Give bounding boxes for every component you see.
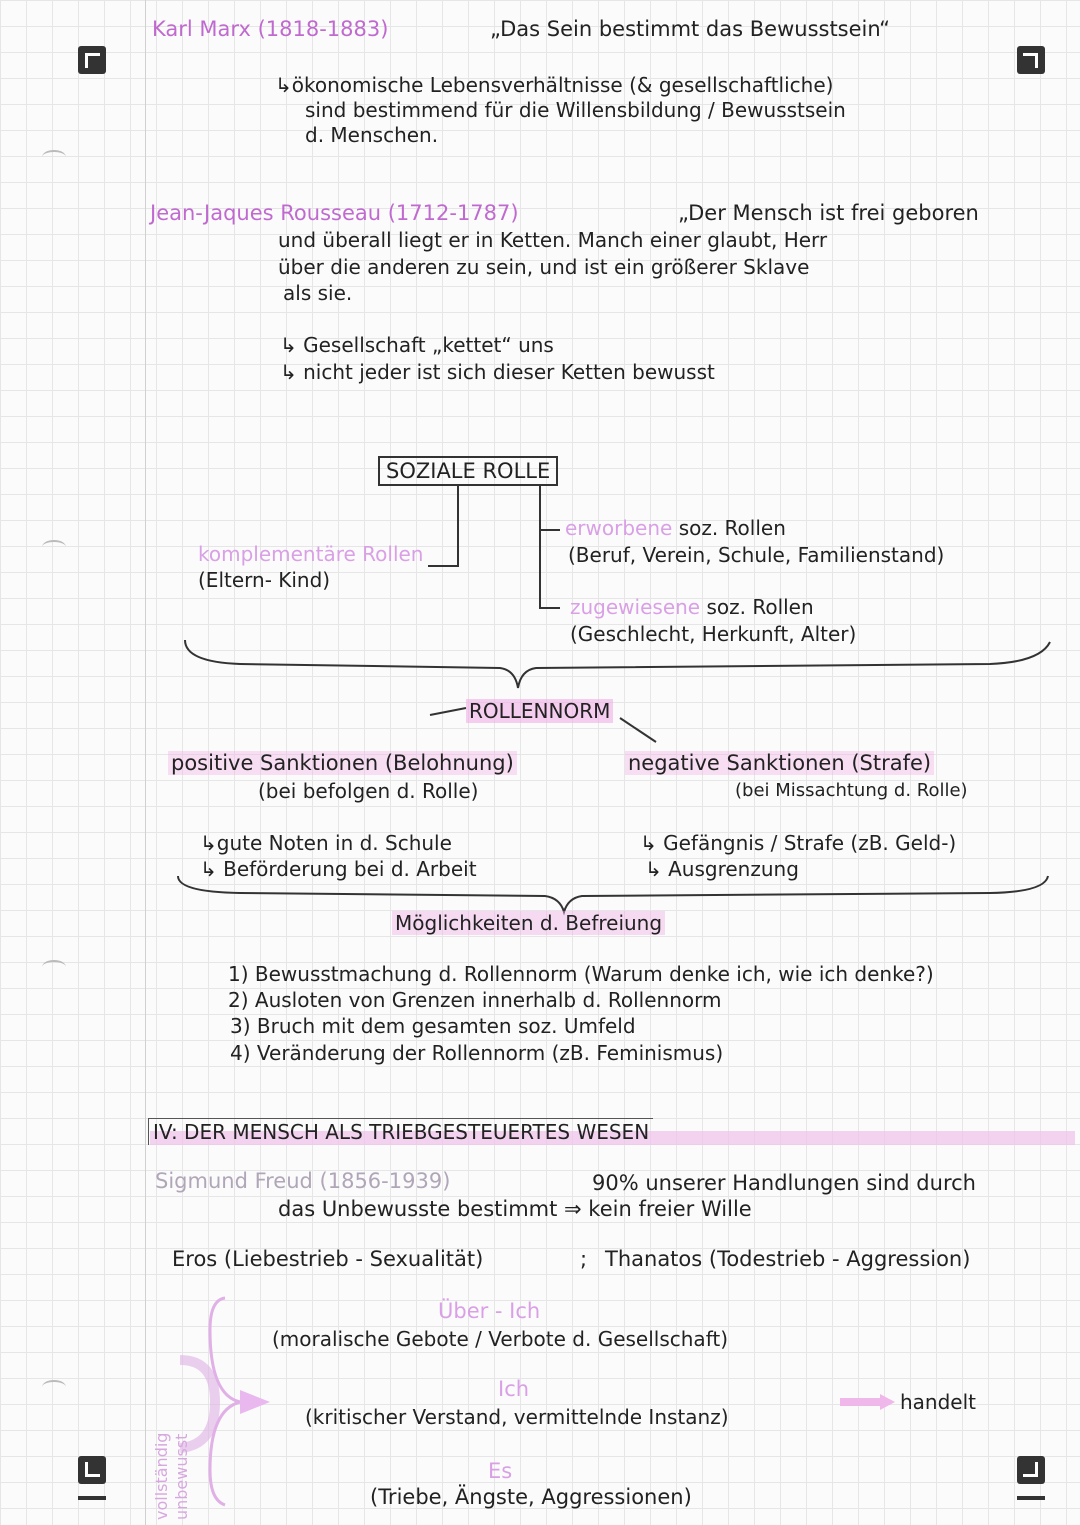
positive-sanktionen-sub: (bei befolgen d. Rolle) bbox=[258, 779, 479, 803]
erworbene-rollen bbox=[565, 515, 786, 541]
rousseau-note-2: ↳ nicht jeder ist sich dieser Ketten bewusst bbox=[280, 360, 715, 384]
eros-thanatos-separator: ; bbox=[580, 1247, 588, 1271]
es-label: Es bbox=[488, 1459, 513, 1483]
erworbene-label: erworbene bbox=[565, 516, 673, 540]
marx-line-1: ↳ökonomische Lebensverhältnisse (& gesellschaftliche) bbox=[275, 73, 834, 97]
freud-line-1: 90% unserer Handlungen sind durch bbox=[592, 1171, 976, 1195]
positive-sanktionen bbox=[168, 750, 517, 776]
erworbene-beispiel: (Beruf, Verein, Schule, Familienstand) bbox=[568, 543, 945, 567]
marx-line-2: sind bestimmend für die Willensbildung / Bewusstsein bbox=[305, 98, 846, 122]
befreiung-title bbox=[392, 910, 665, 936]
zugewiesene-beispiel: (Geschlecht, Herkunft, Alter) bbox=[570, 622, 857, 646]
marx-name: Karl Marx (1818-1883) bbox=[152, 17, 389, 41]
befreiung-highlight: Möglichkeiten d. Befreiung bbox=[392, 911, 665, 935]
side-note-unbewusst: unbewusst bbox=[172, 1433, 191, 1520]
negative-sanktionen-highlight: negative Sanktionen (Strafe) bbox=[625, 751, 934, 775]
marx-line-3: d. Menschen. bbox=[305, 123, 439, 147]
soziale-rolle-title: SOZIALE ROLLE bbox=[378, 456, 558, 486]
rousseau-quote-4: als sie. bbox=[283, 281, 353, 305]
rollennorm-highlight: ROLLENNORM bbox=[466, 699, 613, 723]
ich-label: Ich bbox=[498, 1377, 530, 1401]
zugewiesene-label: zugewiesene bbox=[570, 595, 701, 619]
rollennorm-title bbox=[466, 698, 613, 724]
zugewiesene-rollen bbox=[570, 594, 814, 620]
befreiung-item-2: 2) Ausloten von Grenzen innerhalb d. Rollennorm bbox=[228, 988, 722, 1012]
marx-quote: „Das Sein bestimmt das Bewusstsein“ bbox=[490, 17, 891, 41]
ich-desc: (kritischer Verstand, vermittelnde Instanz) bbox=[305, 1405, 729, 1429]
positive-beispiel-2: ↳ Beförderung bei d. Arbeit bbox=[200, 857, 477, 881]
rousseau-quote-2: und überall liegt er in Ketten. Manch einer glaubt, Herr bbox=[278, 228, 828, 252]
ueber-ich-desc: (moralische Gebote / Verbote d. Gesellschaft) bbox=[272, 1327, 729, 1351]
negative-sanktionen-sub: (bei Missachtung d. Rolle) bbox=[735, 780, 968, 801]
positive-beispiel-1: ↳gute Noten in d. Schule bbox=[200, 831, 452, 855]
es-desc: (Triebe, Ängste, Aggressionen) bbox=[370, 1485, 692, 1509]
befreiung-item-1: 1) Bewusstmachung d. Rollennorm (Warum denke ich, wie ich denke?) bbox=[228, 962, 934, 986]
komplementaere-beispiel: (Eltern- Kind) bbox=[198, 568, 331, 592]
ueber-ich-label: Über - Ich bbox=[438, 1299, 541, 1323]
negative-beispiel-1: ↳ Gefängnis / Strafe (zB. Geld-) bbox=[640, 831, 957, 855]
negative-beispiel-2: ↳ Ausgrenzung bbox=[645, 857, 799, 881]
komplementaere-label: komplementäre Rollen bbox=[198, 542, 424, 566]
thanatos: Thanatos (Todestrieb - Aggression) bbox=[605, 1247, 971, 1271]
rousseau-note-1: ↳ Gesellschaft „kettet“ uns bbox=[280, 333, 554, 357]
freud-name: Sigmund Freud (1856-1939) bbox=[155, 1169, 451, 1193]
handelt-label: handelt bbox=[900, 1390, 977, 1414]
rousseau-quote-3: über die anderen zu sein, und ist ein größerer Sklave bbox=[278, 255, 810, 279]
eros: Eros (Liebestrieb - Sexualität) bbox=[172, 1247, 484, 1271]
zugewiesene-rest: soz. Rollen bbox=[706, 595, 814, 619]
rousseau-quote-1: „Der Mensch ist frei geboren bbox=[678, 201, 979, 225]
erworbene-rest: soz. Rollen bbox=[678, 516, 786, 540]
section-heading: IV: DER MENSCH ALS TRIEBGESTEUERTES WESEN bbox=[148, 1118, 653, 1145]
positive-sanktionen-highlight: positive Sanktionen (Belohnung) bbox=[168, 751, 517, 775]
befreiung-item-4: 4) Veränderung der Rollennorm (zB. Feminismus) bbox=[230, 1041, 724, 1065]
freud-line-2: das Unbewusste bestimmt ⇒ kein freier Wille bbox=[278, 1197, 752, 1221]
komplementaere-rollen bbox=[198, 541, 423, 567]
side-note-vollstaendig: vollständig bbox=[152, 1432, 171, 1520]
negative-sanktionen bbox=[625, 750, 934, 776]
rousseau-name: Jean-Jaques Rousseau (1712-1787) bbox=[150, 201, 519, 225]
befreiung-item-3: 3) Bruch mit dem gesamten soz. Umfeld bbox=[230, 1014, 636, 1038]
